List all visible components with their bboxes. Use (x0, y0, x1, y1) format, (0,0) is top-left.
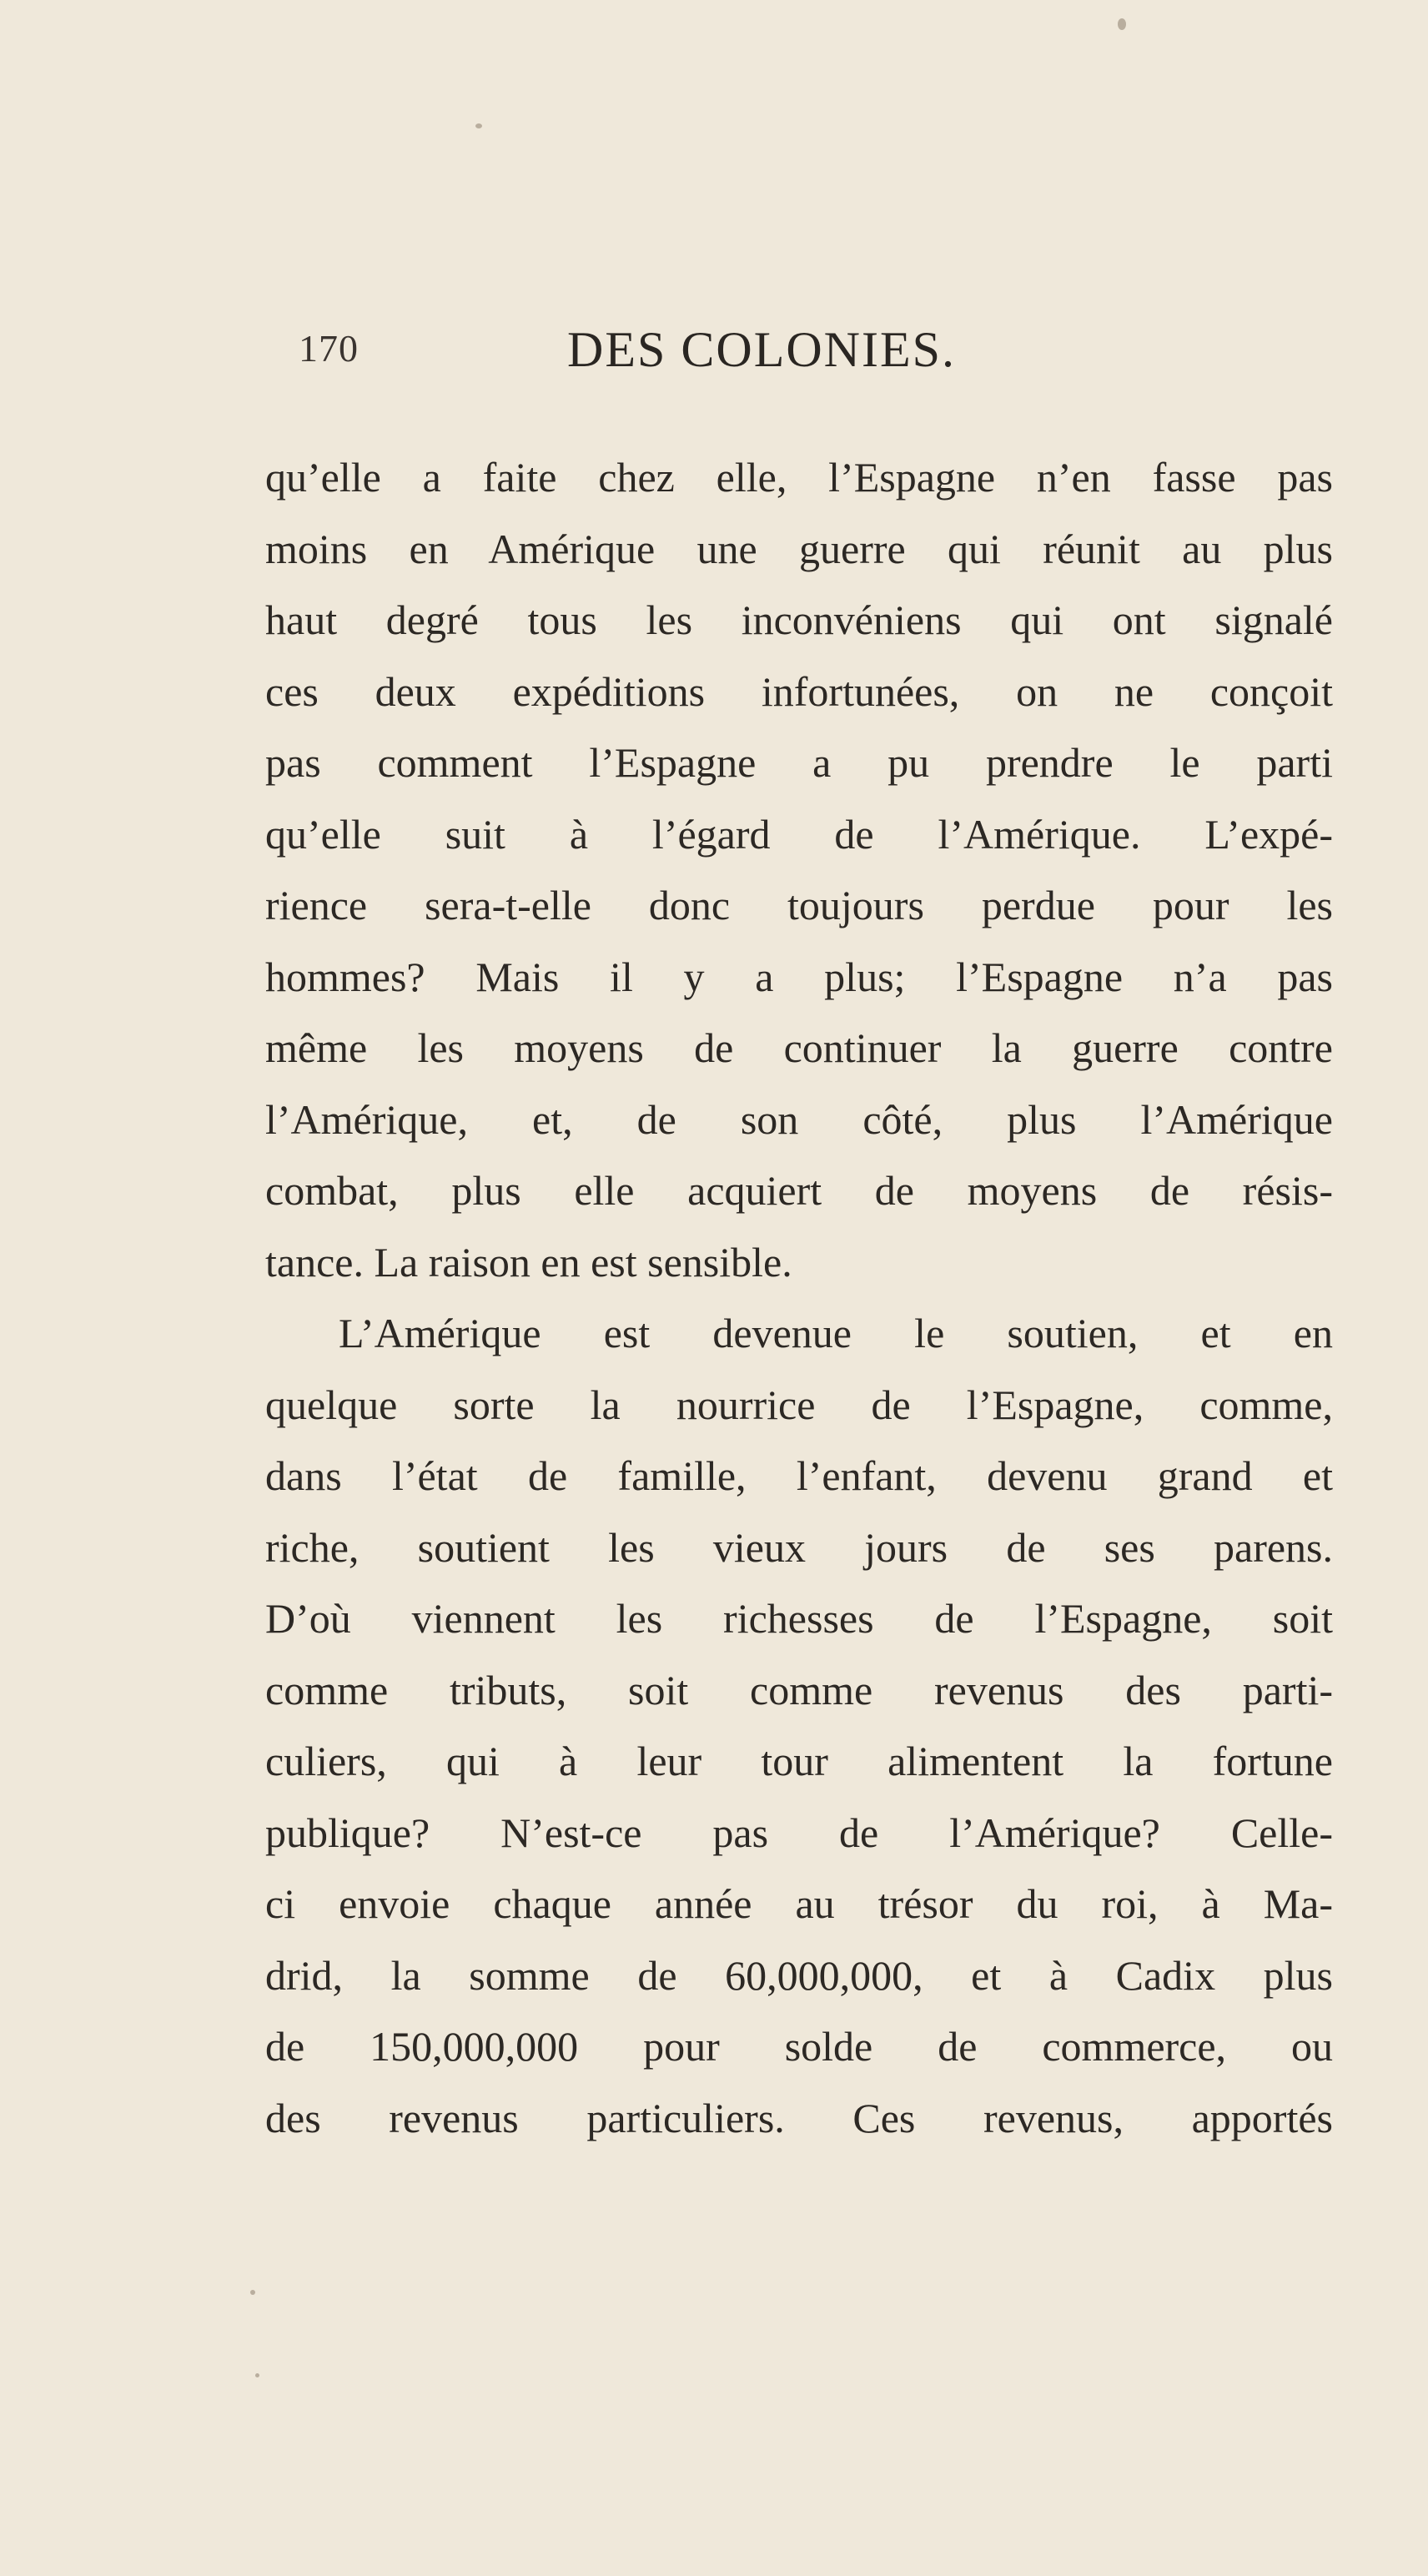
paper-speck (255, 2373, 259, 2377)
text-line: culiers, qui à leur tour alimentent la fortune (265, 1738, 1333, 1784)
text-line: quelque sorte la nourrice de l’Espagne, comme, (265, 1381, 1333, 1428)
text-line: haut degré tous les inconvéniens qui ont signalé (265, 596, 1333, 643)
text-line: ci envoie chaque année au trésor du roi, à Ma- (265, 1880, 1333, 1927)
paragraph-start-line: L’Amérique est devenue le soutien, et en (339, 1310, 1333, 1356)
text-line: moins en Amérique une guerre qui réunit au plus (265, 525, 1333, 572)
text-line: ces deux expéditions infortunées, on ne conçoit (265, 667, 1333, 715)
page-number: 170 (299, 327, 359, 370)
text-line: pas comment l’Espagne a pu prendre le parti (265, 739, 1333, 786)
paper-speck (250, 2290, 255, 2295)
paper-speck (1118, 18, 1126, 30)
text-line: qu’elle suit à l’égard de l’Amérique. L’expé- (265, 810, 1333, 858)
text-line: de 150,000,000 pour solde de commerce, ou (265, 2023, 1333, 2070)
text-line: hommes? Mais il y a plus; l’Espagne n’a pas (265, 953, 1333, 1000)
text-line: dans l’état de famille, l’enfant, devenu grand et (265, 1452, 1333, 1499)
text-line: comme tributs, soit comme revenus des parti- (265, 1666, 1333, 1713)
text-line: rience sera-t-elle donc toujours perdue pour les (265, 882, 1333, 928)
text-line: drid, la somme de 60,000,000, et à Cadix plus (265, 1951, 1333, 1999)
body-text (265, 442, 1333, 2154)
text-line: riche, soutient les vieux jours de ses parens. (265, 1523, 1333, 1571)
text-line: publique? N’est-ce pas de l’Amérique? Celle- (265, 1809, 1333, 1856)
running-head (275, 321, 1109, 388)
paragraph-end-line: tance. La raison en est sensible. (265, 1238, 792, 1285)
text-line: l’Amérique, et, de son côté, plus l’Amérique (265, 1095, 1333, 1143)
text-line: combat, plus elle acquiert de moyens de résis- (265, 1167, 1333, 1214)
text-line: des revenus particuliers. Ces revenus, apportés (265, 2094, 1333, 2141)
text-line: même les moyens de continuer la guerre contre (265, 1024, 1333, 1071)
paper-speck (475, 123, 482, 128)
text-line: D’où viennent les richesses de l’Espagne, soit (265, 1595, 1333, 1642)
text-line: qu’elle a faite chez elle, l’Espagne n’en fasse pas (265, 454, 1333, 501)
running-title: DES COLONIES. (567, 322, 957, 377)
